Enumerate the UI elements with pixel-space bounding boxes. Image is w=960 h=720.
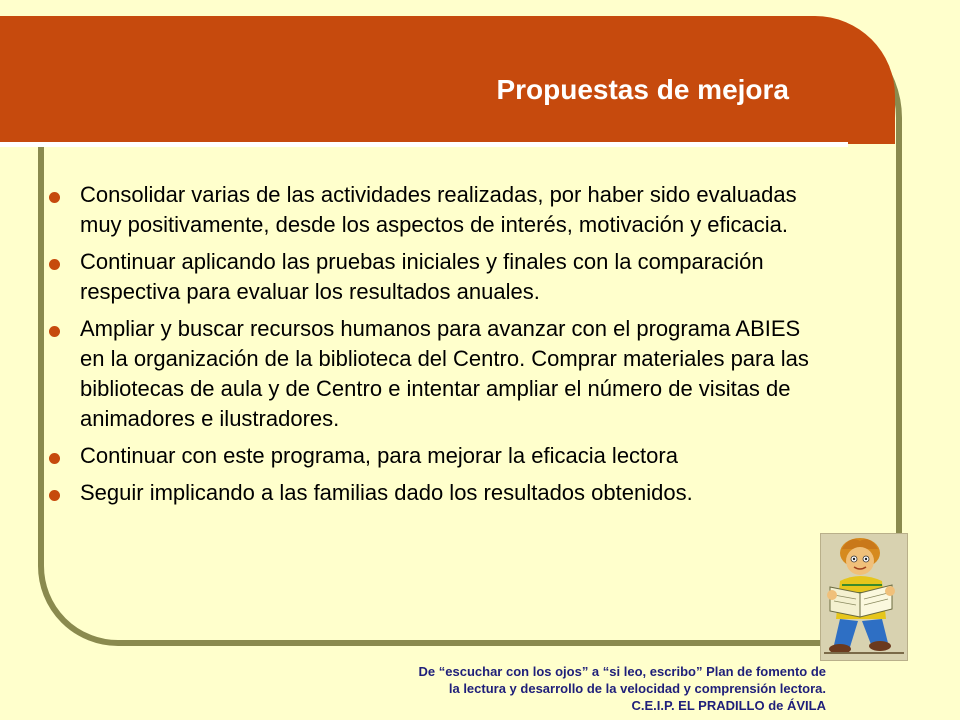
list-item — [48, 247, 828, 307]
bullet-text: Continuar con este programa, para mejorar la eficacia lectora — [80, 443, 678, 468]
bullet-text: Continuar aplicando las pruebas iniciales y finales con la comparación respectiva para evaluar los resultados anuales. — [80, 249, 764, 304]
slide-title: Propuestas de mejora — [496, 74, 789, 105]
reading-child-illustration — [820, 533, 908, 661]
list-item — [48, 478, 828, 508]
bullet-list — [48, 180, 828, 515]
source-caption — [419, 663, 826, 714]
list-item — [48, 314, 828, 434]
bullet-dot-icon — [49, 192, 60, 203]
caption-line: la lectura y desarrollo de la velocidad y comprensión lectora. — [448, 681, 826, 696]
list-item — [48, 441, 828, 471]
bullet-text: Consolidar varias de las actividades realizadas, por haber sido evaluadas muy positivamente, desde los aspectos de interés, motivación y eficacia. — [80, 182, 797, 237]
bullet-dot-icon — [49, 490, 60, 501]
bullet-dot-icon — [49, 259, 60, 270]
bullet-dot-icon — [49, 453, 60, 464]
list-item — [48, 180, 828, 240]
header-bar — [0, 16, 895, 144]
bullet-text: Ampliar y buscar recursos humanos para avanzar con el programa ABIES en la organización de la biblioteca del Centro. Comprar materiales para las bibliotecas de aula y de Centro e intentar ampliar el número de visitas de animadores e ilustradores. — [80, 316, 809, 431]
title-underline — [0, 142, 848, 147]
bullet-text: Seguir implicando a las familias dado los resultados obtenidos. — [80, 480, 693, 505]
caption-line: De “escuchar con los ojos” a “si leo, escribo” Plan de fomento de — [418, 664, 826, 679]
caption-line: C.E.I.P. EL PRADILLO de ÁVILA — [631, 698, 826, 713]
bullet-dot-icon — [49, 326, 60, 337]
